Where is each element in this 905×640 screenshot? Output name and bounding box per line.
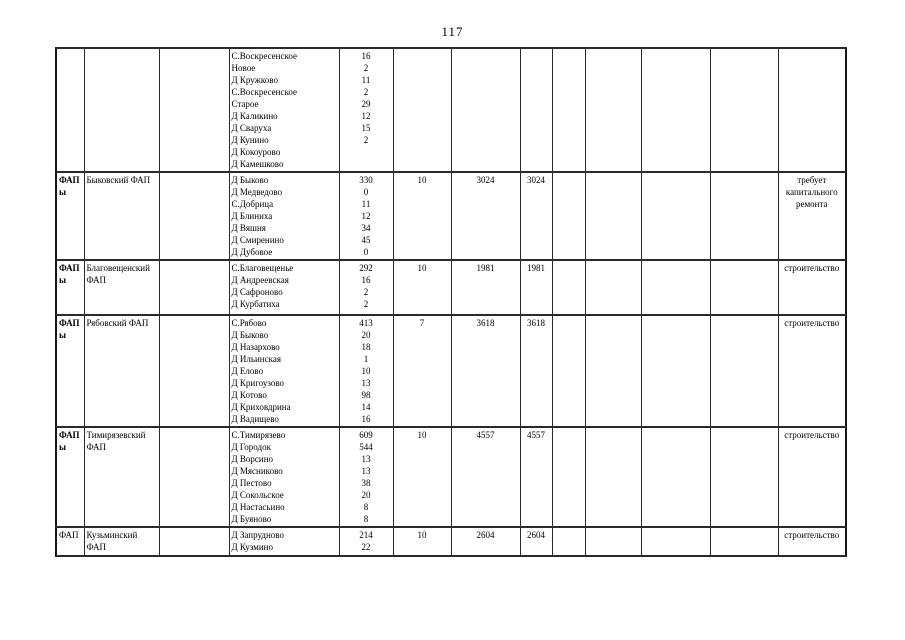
note-cell: строительство <box>778 260 846 315</box>
empty-cell <box>159 315 229 427</box>
page-number: 117 <box>441 24 464 39</box>
empty-cell <box>641 527 710 556</box>
fap-name-cell: Тимирязевский ФАП <box>84 427 159 527</box>
settlement-name: Д Настасьино <box>231 502 285 512</box>
settlement-name: Д Смиренино <box>231 235 284 245</box>
settlement-population: 98 <box>361 390 371 400</box>
empty-cell <box>710 172 778 260</box>
empty-cell <box>159 172 229 260</box>
empty-cell <box>585 48 641 172</box>
settlement-name: Д Дубовое <box>231 247 273 257</box>
num3-cell: 3024 <box>520 172 552 260</box>
fap-table <box>55 47 847 557</box>
empty-cell <box>641 172 710 260</box>
settlement-name: Д Криховдрина <box>231 402 291 412</box>
num2-cell: 2604 <box>451 527 520 556</box>
num1-cell <box>393 48 451 172</box>
settlement-population: 20 <box>361 490 371 500</box>
empty-cell <box>710 527 778 556</box>
settlement-name-list <box>229 260 339 315</box>
settlement-population: 16 <box>361 275 371 285</box>
note-cell: требует капитального ремонта <box>778 172 846 260</box>
settlement-population: 413 <box>359 318 373 328</box>
settlement-name: Д Ильинская <box>231 354 281 364</box>
empty-cell <box>159 427 229 527</box>
settlement-name: Д Каликино <box>231 111 278 121</box>
num3-cell: 4557 <box>520 427 552 527</box>
settlement-population: 2 <box>363 87 369 97</box>
empty-cell <box>159 260 229 315</box>
settlement-name: С.Добрица <box>231 199 274 209</box>
settlement-population-list <box>339 48 393 172</box>
settlement-name: Д Вяшня <box>231 223 266 233</box>
num2-cell: 4557 <box>451 427 520 527</box>
fap-name-cell: Благовещенский ФАП <box>84 260 159 315</box>
note-cell: строительство <box>778 527 846 556</box>
settlement-population: 2 <box>363 63 369 73</box>
settlement-name: Д Мясниково <box>231 466 283 476</box>
settlement-population-list <box>339 172 393 260</box>
category-cell: ФАПы <box>56 172 84 260</box>
settlement-population <box>342 146 391 158</box>
fap-name-cell <box>84 48 159 172</box>
table-row <box>56 427 846 527</box>
settlement-name: С.Воскресенское <box>231 87 297 97</box>
settlement-population: 12 <box>361 211 371 221</box>
settlement-population: 11 <box>361 199 371 209</box>
empty-cell <box>641 315 710 427</box>
settlement-name: Новое <box>231 63 256 73</box>
settlement-name-list <box>229 527 339 556</box>
settlement-name: Д Сваруха <box>231 123 272 133</box>
settlement-population: 0 <box>363 187 369 197</box>
table-row <box>56 527 846 556</box>
table-body <box>56 48 846 556</box>
empty-cell <box>641 260 710 315</box>
empty-cell <box>585 427 641 527</box>
empty-cell <box>552 527 585 556</box>
settlement-population: 292 <box>359 263 373 273</box>
settlement-population-list <box>339 315 393 427</box>
settlement-population: 214 <box>359 530 373 540</box>
settlement-name: Д Быково <box>231 175 269 185</box>
settlement-population: 330 <box>359 175 373 185</box>
settlement-name: Д Кружково <box>231 75 278 85</box>
settlement-name: С.Благовещенье <box>231 263 294 273</box>
num1-cell: 10 <box>393 527 451 556</box>
num2-cell: 1981 <box>451 260 520 315</box>
note-cell <box>778 48 846 172</box>
settlement-population: 45 <box>361 235 371 245</box>
settlement-name-list <box>229 48 339 172</box>
settlement-population: 22 <box>361 542 371 552</box>
settlement-name: Д Блиниха <box>231 211 273 221</box>
settlement-name: Д Пестово <box>231 478 272 488</box>
empty-cell <box>585 172 641 260</box>
table-row <box>56 172 846 260</box>
num1-cell: 10 <box>393 427 451 527</box>
num2-cell <box>451 48 520 172</box>
settlement-population: 10 <box>361 366 371 376</box>
settlement-population: 15 <box>361 123 371 133</box>
settlement-population: 29 <box>361 99 371 109</box>
empty-cell <box>159 48 229 172</box>
settlement-name: Старое <box>231 99 259 109</box>
fap-name-cell: Кузьминский ФАП <box>84 527 159 556</box>
settlement-name: Д Кунино <box>231 135 269 145</box>
num1-cell: 7 <box>393 315 451 427</box>
category-cell: ФАП <box>56 527 84 556</box>
category-cell <box>56 48 84 172</box>
settlement-population <box>342 158 391 170</box>
settlement-name: Д Котово <box>231 390 267 400</box>
empty-cell <box>641 427 710 527</box>
settlement-population: 2 <box>363 287 369 297</box>
num1-cell: 10 <box>393 260 451 315</box>
num2-cell: 3618 <box>451 315 520 427</box>
empty-cell <box>552 260 585 315</box>
settlement-name: Д Медведово <box>231 187 283 197</box>
settlement-name: С.Рябово <box>231 318 267 328</box>
empty-cell <box>710 260 778 315</box>
settlement-name: С.Воскресенское <box>231 51 297 61</box>
settlement-population: 544 <box>359 442 373 452</box>
settlement-name: С.Тимирязево <box>231 430 286 440</box>
num3-cell: 2604 <box>520 527 552 556</box>
settlement-population-list <box>339 527 393 556</box>
note-cell: строительство <box>778 315 846 427</box>
fap-name-cell: Быковский ФАП <box>84 172 159 260</box>
settlement-name: Д Кригоузово <box>231 378 285 388</box>
settlement-name: Д Быково <box>231 330 269 340</box>
settlement-name-list <box>229 427 339 527</box>
settlement-name: Д Ворсино <box>231 454 274 464</box>
settlement-name: Д Сокольское <box>231 490 284 500</box>
num3-cell <box>520 48 552 172</box>
settlement-population: 16 <box>361 414 371 424</box>
settlement-population: 38 <box>361 478 371 488</box>
settlement-name: Д Городок <box>231 442 271 452</box>
settlement-name-list <box>229 172 339 260</box>
category-cell: ФАПы <box>56 427 84 527</box>
settlement-population-list <box>339 260 393 315</box>
empty-cell <box>710 315 778 427</box>
settlement-population: 8 <box>363 514 369 524</box>
settlement-population: 11 <box>361 75 371 85</box>
settlement-population: 0 <box>363 247 369 257</box>
settlement-population: 13 <box>361 466 371 476</box>
empty-cell <box>585 260 641 315</box>
empty-cell <box>710 427 778 527</box>
settlement-population: 12 <box>361 111 371 121</box>
settlement-name: Д Сафроново <box>231 287 283 297</box>
empty-cell <box>641 48 710 172</box>
settlement-name: Д Кокоурово <box>231 147 281 157</box>
num2-cell: 3024 <box>451 172 520 260</box>
num3-cell: 1981 <box>520 260 552 315</box>
settlement-name: Д Камешково <box>231 159 284 169</box>
settlement-population: 2 <box>363 135 369 145</box>
settlement-population: 2 <box>363 299 369 309</box>
num3-cell: 3618 <box>520 315 552 427</box>
table-row <box>56 315 846 427</box>
settlement-population: 1 <box>363 354 369 364</box>
table-row <box>56 260 846 315</box>
category-cell: ФАПы <box>56 260 84 315</box>
empty-cell <box>159 527 229 556</box>
settlement-population: 14 <box>361 402 371 412</box>
settlement-name: Д Елово <box>231 366 264 376</box>
settlement-name: Д Вадищево <box>231 414 279 424</box>
empty-cell <box>552 427 585 527</box>
empty-cell <box>710 48 778 172</box>
empty-cell <box>552 172 585 260</box>
settlement-population: 13 <box>361 378 371 388</box>
settlement-population: 16 <box>361 51 371 61</box>
settlement-population: 34 <box>361 223 371 233</box>
settlement-name: Д Назархово <box>231 342 280 352</box>
fap-name-cell: Рябовский ФАП <box>84 315 159 427</box>
empty-cell <box>552 315 585 427</box>
settlement-name: Д Андреевская <box>231 275 289 285</box>
settlement-name: Д Буяново <box>231 514 272 524</box>
num1-cell: 10 <box>393 172 451 260</box>
settlement-name: Д Курбатиха <box>231 299 280 309</box>
category-cell: ФАПы <box>56 315 84 427</box>
note-cell: строительство <box>778 427 846 527</box>
settlement-population: 609 <box>359 430 373 440</box>
settlement-population: 8 <box>363 502 369 512</box>
empty-cell <box>585 527 641 556</box>
empty-cell <box>585 315 641 427</box>
settlement-population: 13 <box>361 454 371 464</box>
settlement-population: 18 <box>361 342 371 352</box>
settlement-population-list <box>339 427 393 527</box>
settlement-name: Д Кузмино <box>231 542 273 552</box>
table-row <box>56 48 846 172</box>
settlement-name-list <box>229 315 339 427</box>
settlement-name: Д Запрудново <box>231 530 284 540</box>
settlement-population: 20 <box>361 330 371 340</box>
empty-cell <box>552 48 585 172</box>
